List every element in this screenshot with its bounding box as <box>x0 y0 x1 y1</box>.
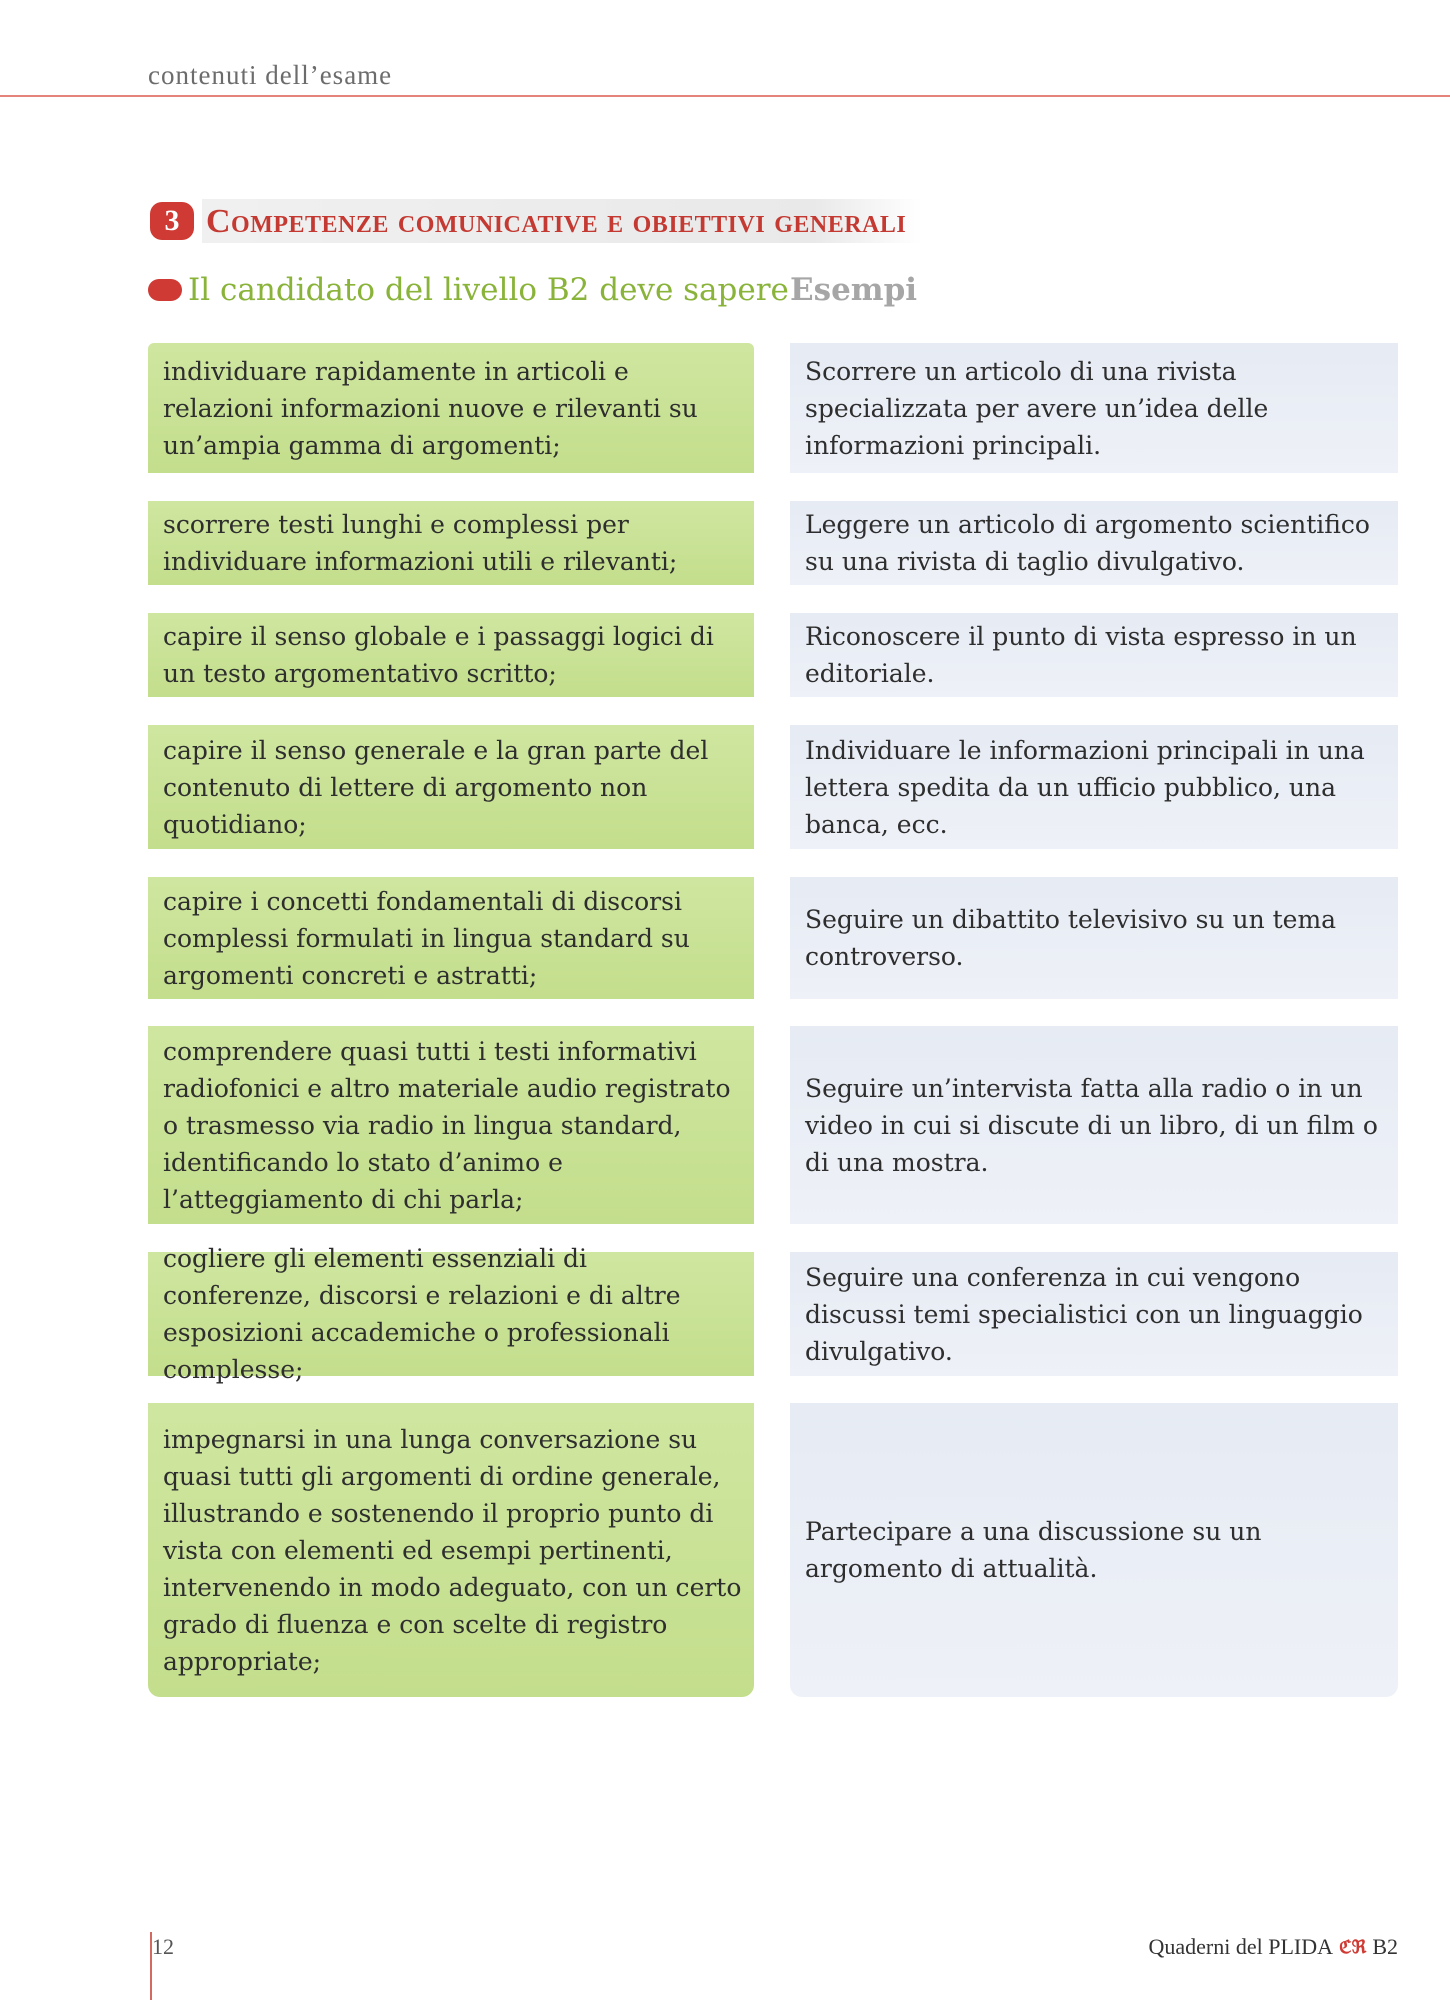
example-cell: Partecipare a una discussione su un argomento di attualità. <box>790 1403 1398 1697</box>
skill-cell: comprendere quasi tutti i testi informativi radiofonici e altro materiale audio registrato o trasmesso via radio in lingua standard, identificando lo stato d’animo e l’atteggiamento di chi parla; <box>148 1026 754 1224</box>
skill-cell: capire il senso globale e i passaggi logici di un testo argomentativo scritto; <box>148 613 754 697</box>
example-cell: Riconoscere il punto di vista espresso in un editoriale. <box>790 613 1398 697</box>
example-cell: Seguire una conferenza in cui vengono discussi temi specialistici con un linguaggio divulgativo. <box>790 1252 1398 1376</box>
section-number-badge: 3 <box>150 202 194 240</box>
plida-logo-icon: ℭℜ <box>1339 1936 1367 1957</box>
header-rule <box>0 95 1450 97</box>
example-cell: Seguire un dibattito televisivo su un tema controverso. <box>790 877 1398 999</box>
section-heading <box>150 201 922 241</box>
left-column-heading <box>148 272 789 308</box>
level-label: B2 <box>1372 1934 1398 1959</box>
page-number: 12 <box>152 1934 174 1959</box>
skill-cell: cogliere gli elementi essenziali di conferenze, discorsi e relazioni e di altre esposizioni accademiche o professionali complesse; <box>148 1252 754 1376</box>
red-bullet-icon <box>148 279 182 301</box>
example-cell: Scorrere un articolo di una rivista specializzata per avere un’idea delle informazioni principali. <box>790 343 1398 473</box>
right-column-heading: Esempi <box>790 272 918 308</box>
skill-cell: scorrere testi lunghi e complessi per individuare informazioni utili e rilevanti; <box>148 501 754 585</box>
section-title: Competenze comunicative e obiettivi generali <box>202 199 922 243</box>
skill-cell: individuare rapidamente in articoli e relazioni informazioni nuove e rilevanti su un’ampia gamma di argomenti; <box>148 343 754 473</box>
running-head: contenuti dell’esame <box>148 60 393 90</box>
footer-publication <box>1148 1934 1398 1960</box>
skill-cell: capire i concetti fondamentali di discorsi complessi formulati in lingua standard su argomenti concreti e astratti; <box>148 877 754 999</box>
skill-cell: capire il senso generale e la gran parte del contenuto di lettere di argomento non quotidiano; <box>148 725 754 849</box>
skill-cell: impegnarsi in una lunga conversazione su quasi tutti gli argomenti di ordine generale, illustrando e sostenendo il proprio punto di vista con elementi ed esempi pertinenti, intervenendo in modo adeguato, con un certo grado di fluenza e con scelte di registro appropriate; <box>148 1403 754 1697</box>
example-cell: Individuare le informazioni principali in una lettera spedita da un ufficio pubblico, una banca, ecc. <box>790 725 1398 849</box>
left-column-heading-text: Il candidato del livello B2 deve sapere <box>188 272 789 308</box>
publication-title: Quaderni del PLIDA <box>1148 1934 1333 1959</box>
example-cell: Leggere un articolo di argomento scientifico su una rivista di taglio divulgativo. <box>790 501 1398 585</box>
example-cell: Seguire un’intervista fatta alla radio o in un video in cui si discute di un libro, di un film o di una mostra. <box>790 1026 1398 1224</box>
